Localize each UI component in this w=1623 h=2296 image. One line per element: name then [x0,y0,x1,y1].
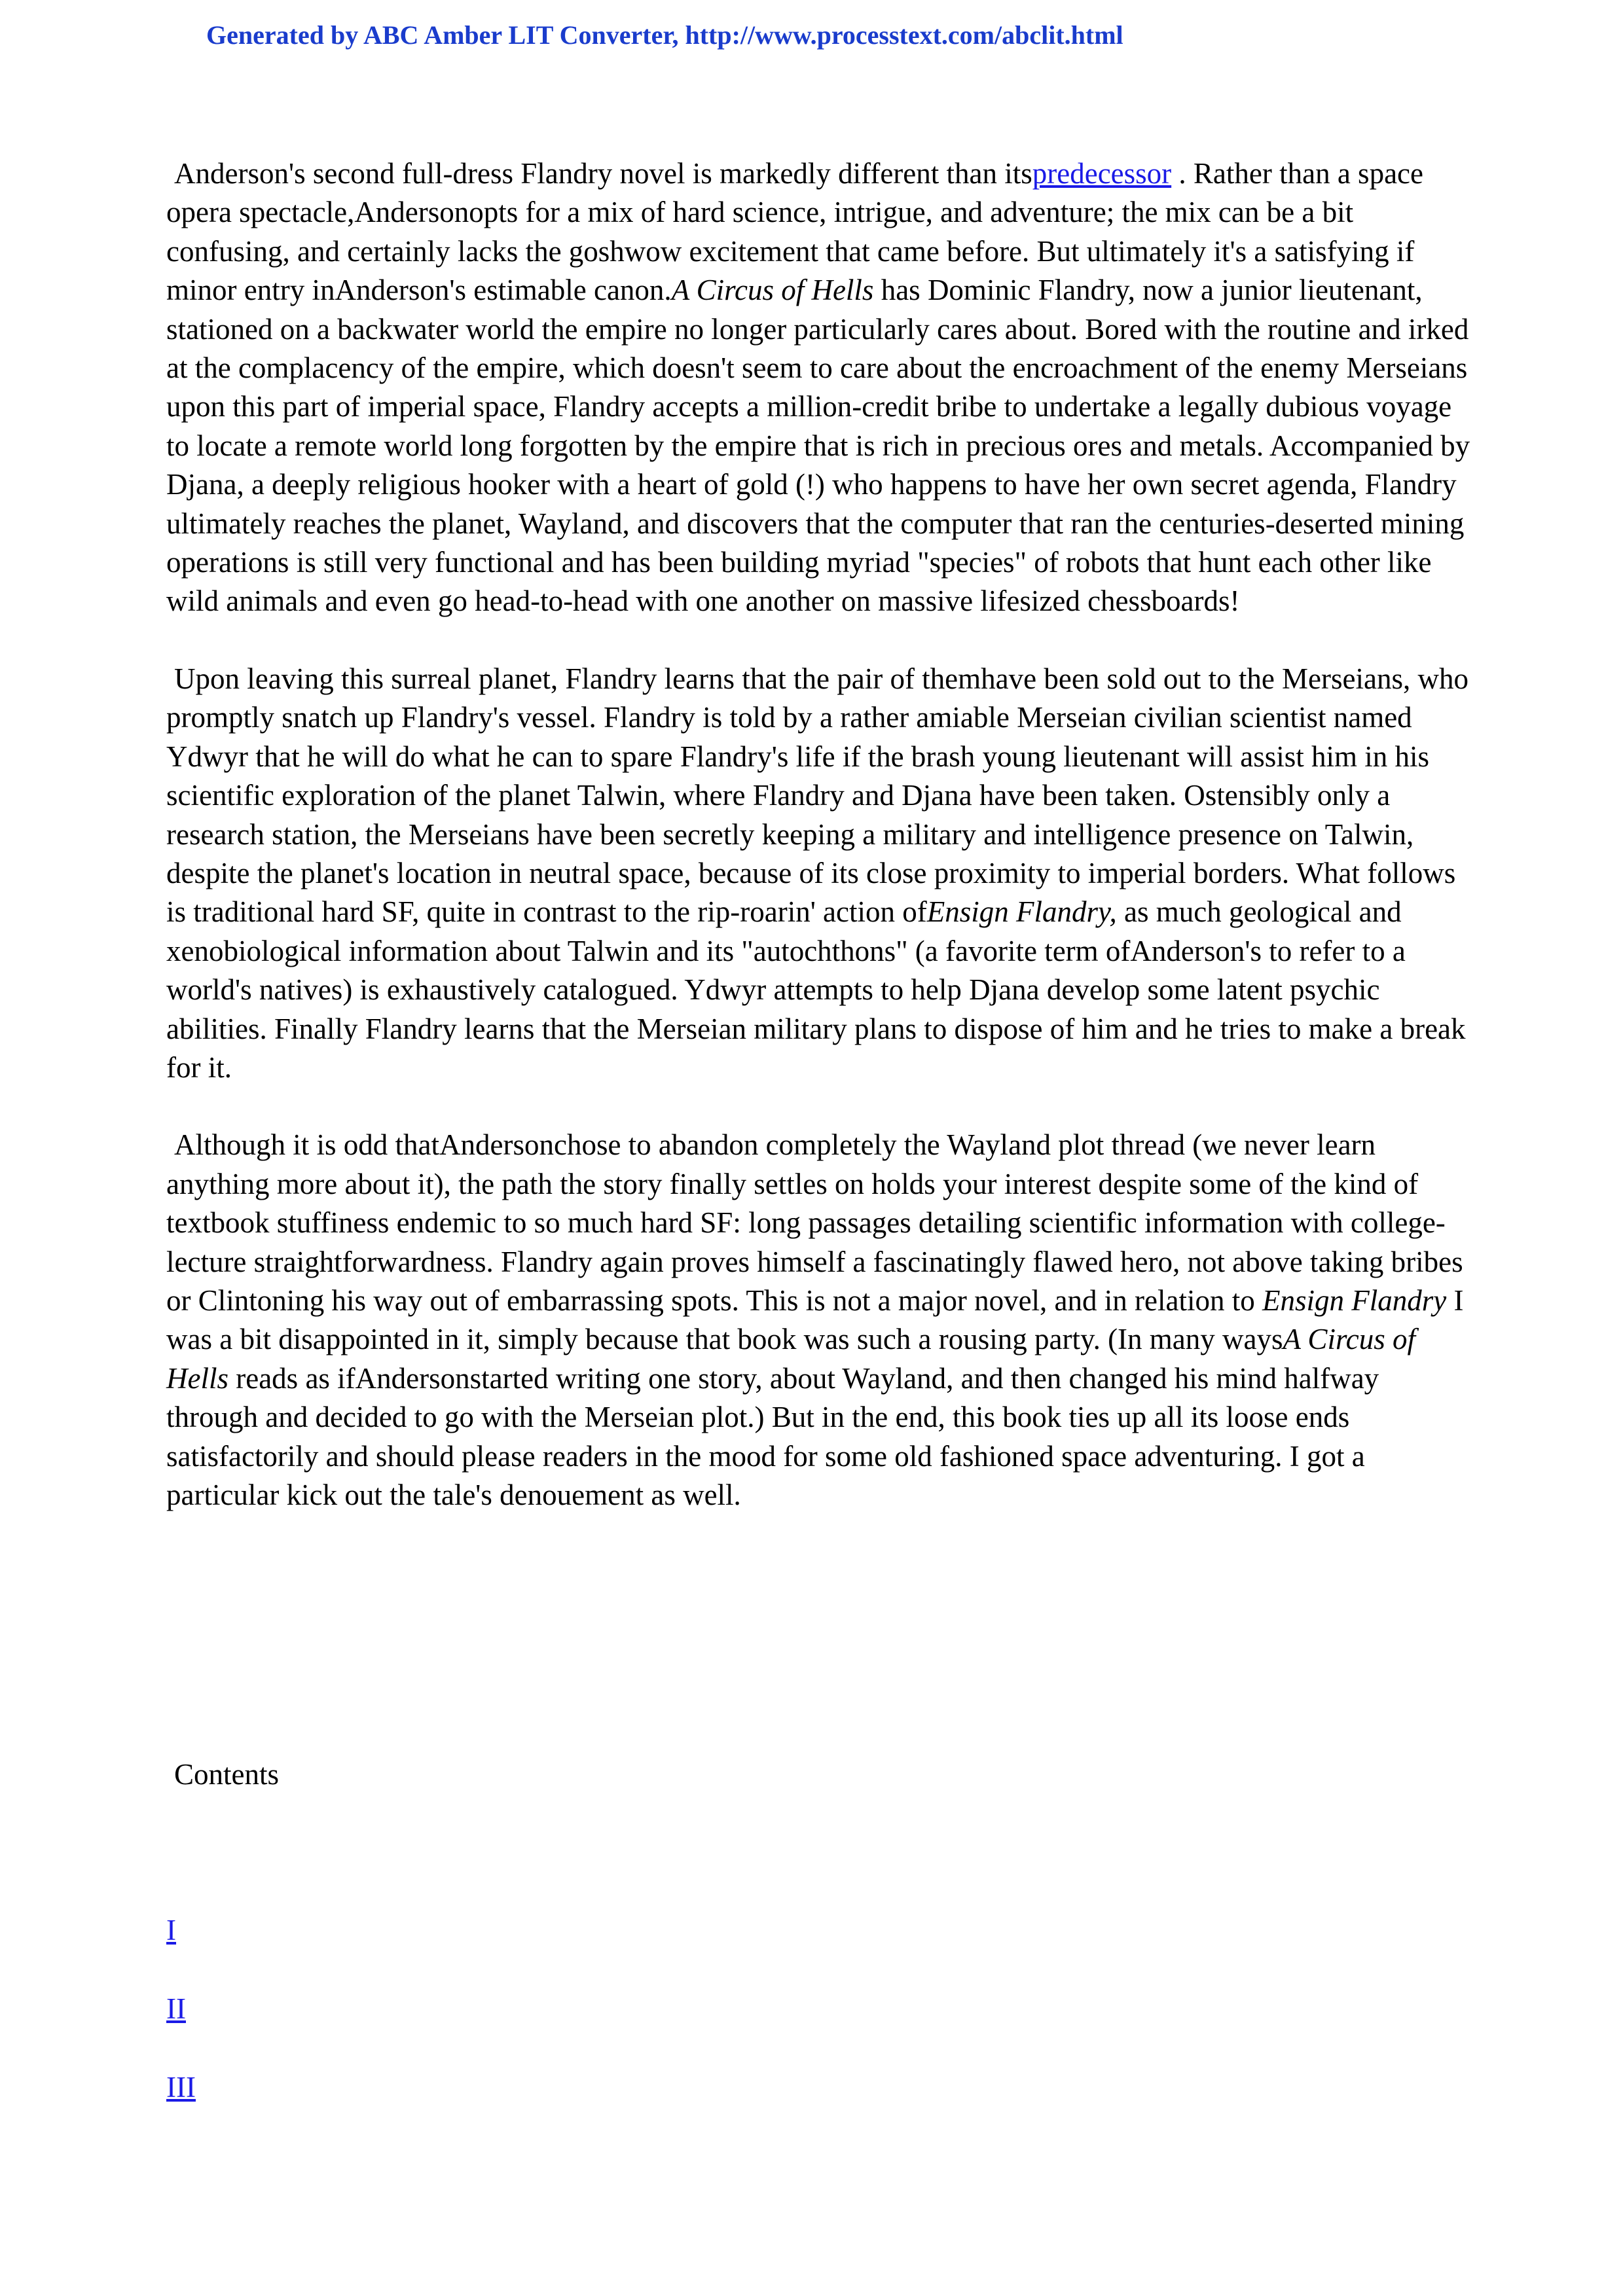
predecessor-link[interactable]: predecessor [1032,157,1172,190]
paragraph-2-text-a: Upon leaving this surreal planet, Flandry learns that the pair of themhave been sold out to the Merseians, who promptly snatch up Flandry's vessel. Flandry is told by a rather amiable Merseian civilian scientist named Ydwyr that he will do what he can to spare Flandry's life if the brash young lieutenant will assist him in his scientific exploration of the planet Talwin, where Flandry and Djana have been taken. Ostensibly only a research station, the Merseians have been secretly keeping a military and intelligence presence on Talwin, despite the planet's location in neutral space, because of its close proximity to imperial borders. What follows is traditional hard SF, quite in contrast to the rip-roarin' action of [166,662,1468,929]
toc-link-1[interactable]: I [166,1914,176,1946]
toc-item-2 [166,1990,186,2028]
book-title-circus-2: A Circus of Hells [166,1323,1416,1395]
paragraph-1 [166,154,1472,621]
paragraph-3-text-b: I was a bit disappointed in it, simply because that book was such a rousing party. (In many ways [166,1283,1464,1356]
toc-item-3 [166,2068,196,2107]
paragraph-1-text-a: Anderson's second full-dress Flandry novel is markedly different than its [174,157,1032,190]
paragraph-2-text-b: as much geological and xenobiological information about Talwin and its "autochthons" (a favorite term ofAnderson's to refer to a world's natives) is exhaustively catalogued. Ydwyr attempts to help Djana develop some latent psychic abilities. Finally Flandry learns that the Merseian military plans to dispose of him and he tries to make a break for it. [166,895,1466,1084]
review-body [166,154,1472,1553]
paragraph-3-text-a: Although it is odd thatAndersonchose to abandon completely the Wayland plot thread (we never learn anything more about it), the path the story finally settles on holds your interest despite some of the kind of textbook stuffiness endemic to so much hard SF: long passages detailing scientific information with college-lecture straightforwardness. Flandry again proves himself a fascinatingly flawed hero, not above taking bribes or Clintoning his way out of embarrassing spots. This is not a major novel, and in relation to [166,1128,1463,1317]
contents-heading: Contents [174,1758,280,1791]
paragraph-1-text-c: has Dominic Flandry, now a junior lieutenant, stationed on a backwater world the empire no longer particularly cares about. Bored with the routine and irked at the complacency of the empire, which doesn't seem to care about the encroachment of the enemy Merseians upon this part of imperial space, Flandry accepts a million-credit bribe to undertake a legally dubious voyage to locate a remote world long forgotten by the empire that is rich in precious ores and metals. Accompanied by Djana, a deeply religious hooker with a heart of gold (!) who happens to have her own secret agenda, Flandry ultimately reaches the planet, Wayland, and discovers that the computer that ran the centuries-deserted mining operations is still very functional and has been building myriad "species" of robots that hunt each other like wild animals and even go head-to-head with one another on massive lifesized chessboards! [166,274,1470,618]
book-title-circus: A Circus of Hells [671,274,874,307]
book-title-ensign: Ensign Flandry, [926,895,1117,929]
toc-item-1 [166,1911,176,1950]
toc-link-3[interactable]: III [166,2071,196,2104]
book-title-ensign-2: Ensign Flandry [1262,1283,1447,1317]
paragraph-3 [166,1126,1472,1515]
converter-header: Generated by ABC Amber LIT Converter, http://www.processtext.com/abclit.html [206,20,1123,50]
toc-link-2[interactable]: II [166,1992,186,2025]
paragraph-2 [166,660,1472,1087]
paragraph-3-text-c: reads as ifAndersonstarted writing one story, about Wayland, and then changed his mind halfway through and decided to go with the Merseian plot.) But in the end, this book ties up all its loose ends satisfactorily and should please readers in the mood for some old fashioned space adventuring. I got a particular kick out the tale's denouement as well. [166,1361,1379,1511]
paragraph-1-text-b: . Rather than a space opera spectacle,Andersonopts for a mix of hard science, intrigue, and adventure; the mix can be a bit confusing, and certainly lacks the goshwow excitement that came before. But ultimately it's a satisfying if minor entry inAnderson's estimable canon. [166,157,1423,307]
